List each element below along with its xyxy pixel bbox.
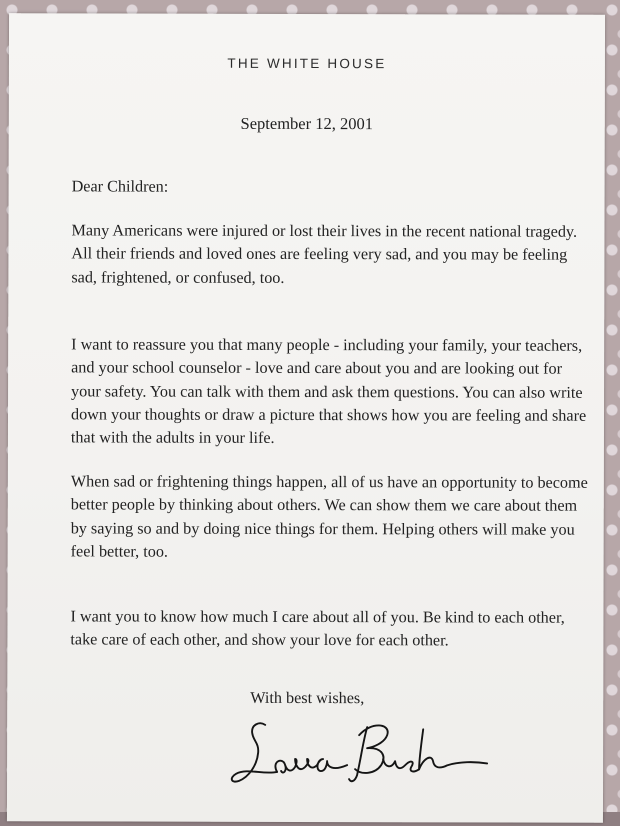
letterhead: THE WHITE HOUSE: [227, 55, 387, 72]
letter-date: September 12, 2001: [240, 113, 374, 134]
letter-page: [7, 13, 605, 823]
paragraph-3: When sad or frightening things happen, all of us have an opportunity to become better people by thinking about others. We can show them we care about them by saying so and by doing nice things for them. Helping others will make you feel better, too.: [70, 472, 588, 561]
paragraph-2: I want to reassure you that many people - including your family, your teachers, and your school counselor - love and care about you and are looking out for your safety. You can talk with them and ask them questions. You can also write down your thoughts or draw a picture that shows how you are feeling and share that with the adults in your life.: [70, 335, 587, 448]
paragraph-4: I want you to know how much I care about all of you. Be kind to each other, take care of each other, and show your love for each other.: [70, 607, 565, 650]
handwritten-signature: [225, 717, 495, 798]
salutation: Dear Children:: [71, 177, 169, 196]
closing: With best wishes,: [250, 688, 365, 708]
paragraph-1: Many Americans were injured or lost their lives in the recent national tragedy. All their friends and loved ones are feeling very sad, and you may be feeling sad, frightened, or confused, too.: [71, 221, 578, 287]
